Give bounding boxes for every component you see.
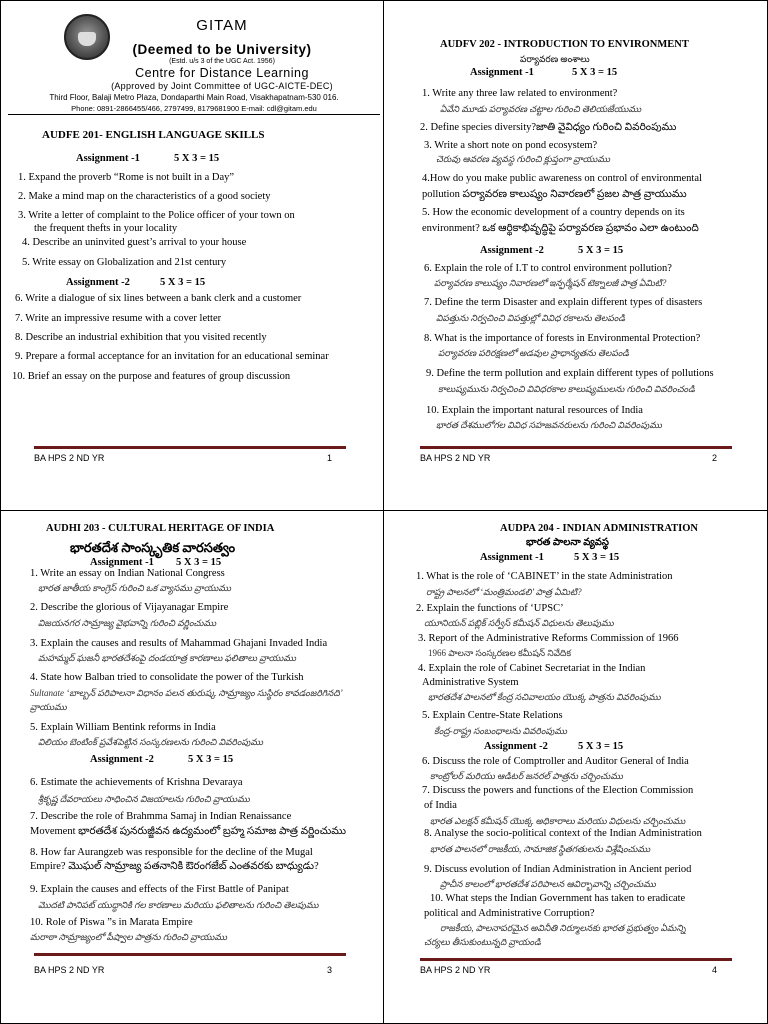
question-7-cont: of India (424, 800, 457, 811)
question-2: 2. Make a mind map on the characteristics of a good society (18, 191, 271, 202)
question-9: 9. Explain the causes and effects of the First Battle of Panipat (30, 884, 289, 895)
question-4-cont: pollution పర్యావరణ కాలుష్యం నివారణలో ప్రజల పాత్ర వ్రాయుము (422, 189, 687, 200)
question-7: 7. Write an impressive resume with a cover letter (15, 313, 222, 324)
question-10-telugu-cont: చర్యలు తీసుకుంటున్నది వ్రాయండి (424, 937, 541, 947)
footer-rule (420, 446, 732, 449)
question-7-telugu: విపత్తును నిర్వచించి విపత్తుల్లో వివిధ రకాలను తెలపండి (436, 313, 626, 323)
footer-class: BA HPS 2 ND YR (420, 965, 491, 975)
assignment-2-marks: 5 X 3 = 15 (578, 741, 624, 752)
course-title-telugu: భారత పాలనా వ్యవస్థ (526, 537, 609, 548)
centre-name: Centre for Distance Learning (135, 66, 309, 80)
question-2: 2. Explain the functions of ‘UPSC’ (416, 603, 564, 614)
page-3 (0, 512, 384, 1024)
footer-class: BA HPS 2 ND YR (34, 453, 105, 463)
question-10-telugu: భారత దేశములోగల వివిధ సహజవనరులను గురించి వివరింపుము (436, 420, 662, 430)
question-10: 10. Role of Piswa ”s in Marata Empire (30, 917, 193, 928)
question-4-telugu: భారతదేశ పాలనలో కేంద్ర సచివాలయం యొక్క పాత్రను వివరింపుము (428, 692, 661, 702)
question-4-cont: Administrative System (422, 677, 519, 688)
page-number: 4 (712, 965, 718, 975)
question-7: 7. Discuss the powers and functions of the Election Commission (422, 785, 694, 796)
course-title: AUDPA 204 - INDIAN ADMINISTRATION (500, 523, 698, 534)
question-5-telugu: కేంద్ర-రాష్ట్ర సంబంధాలను వివరింపుము (434, 726, 568, 736)
footer-class: BA HPS 2 ND YR (34, 965, 105, 975)
assignment-1-marks: 5 X 3 = 15 (176, 557, 222, 568)
question-3-cont: the frequent thefts in your locality (34, 223, 178, 234)
footer-rule (34, 953, 346, 956)
page-number: 1 (327, 453, 333, 463)
assignment-1-label: Assignment -1 (76, 153, 140, 164)
course-title-telugu: భారతదేశ సాంస్కృతిక వారసత్వం (70, 540, 236, 555)
question-5: 5. How the economic development of a country depends on its (422, 207, 685, 218)
question-6: 6. Discuss the role of Comptroller and Auditor General of India (422, 756, 689, 767)
assignment-2-marks: 5 X 3 = 15 (160, 277, 206, 288)
question-4-telugu-cont: వ్రాయుము (30, 702, 67, 712)
question-1: 1. What is the role of ‘CABINET’ in the state Administration (416, 571, 673, 582)
question-10-cont: political and Administrative Corruption? (424, 908, 595, 919)
page-2 (384, 0, 768, 512)
question-9-telugu: కాలుష్యమును నిర్వచించి వివిధరకాల కాలుష్యములను గురించి వివరించండి (438, 384, 695, 394)
page-number: 3 (327, 965, 333, 975)
question-8: 8. What is the importance of forests in Environmental Protection? (424, 333, 701, 344)
question-5-cont: environment? ఒక ఆర్థికాభివృద్ధిపై పర్యావరణ ప్రభావం ఎలా ఉంటుంది (422, 223, 699, 234)
question-8: 8. Describe an industrial exhibition that you visited recently (15, 332, 267, 343)
footer-rule (34, 446, 346, 449)
question-2: 2. Describe the glorious of Vijayanagar Empire (30, 602, 229, 613)
page-1 (0, 0, 384, 512)
assignment-2-label: Assignment -2 (480, 245, 544, 256)
question-3: 3. Write a letter of complaint to the Police officer of your town on (18, 210, 295, 221)
question-8-telugu: భారత పాలనలో రాజకీయ, సామాజిక స్థితగతులను విశ్లేషించుము (430, 844, 651, 854)
assignment-2-marks: 5 X 3 = 15 (578, 245, 624, 256)
question-4: 4.How do you make public awareness on control of environmental (422, 173, 702, 184)
assignment-1-label: Assignment -1 (470, 67, 534, 78)
course-title: AUDFE 201- ENGLISH LANGUAGE SKILLS (42, 129, 265, 141)
question-3-telugu: చెరువు ఆవరణ వ్యవస్థ గురించి క్లుప్తంగా వ్రాయుము (436, 154, 610, 164)
question-3: 3. Write a short note on pond ecosystem? (424, 140, 598, 151)
question-8: 8. How far Aurangzeb was responsible for the decline of the Mugal (30, 847, 313, 858)
question-6-telugu: శ్రీకృష్ణ దేవరాయలు సాధించిన విజయాలను గురించి వ్రాయుము (38, 794, 250, 804)
contact-info: Phone: 0891-2866455/466, 2797499, 8179681900 E-mail: cdl@gitam.edu (71, 104, 317, 113)
header-rule (8, 114, 380, 115)
question-10-telugu: మరాఠా సామ్రాజ్యంలో పీష్వాల పాత్రను గురించి వ్రాయుము (30, 932, 228, 942)
question-4: 4. State how Balban tried to consolidate the power of the Turkish (30, 672, 304, 683)
question-5: 5. Write essay on Globalization and 21st century (22, 257, 227, 268)
approval-note: (Approved by Joint Committee of UGC-AICTE-DEC) (111, 81, 333, 91)
question-1-telugu: రాష్ట్ర పాలనలో ‘మంత్రిమండలి’ పాత్ర ఏమిటి? (426, 587, 582, 597)
question-8: 8. Analyse the socio-political context of the Indian Administration (424, 828, 702, 839)
question-2: 2. Define species diversity?జాతి వైవిధ్యం గురించి వివరింపుము (420, 122, 677, 133)
question-3: 3. Explain the causes and results of Mahammad Ghajani Invaded India (30, 638, 328, 649)
question-2-telugu: యూనియన్ పబ్లిక్ సర్వీస్ కమీషన్ విధులను తెలుపుము (424, 618, 614, 628)
question-6: 6. Estimate the achievements of Krishna Devaraya (30, 777, 243, 788)
question-6-telugu: పర్యావరణ కాలుష్యం నివారణలో ఇన్ఫర్మేషన్ టెక్నాలజీ పాత్ర ఏమిటి? (434, 278, 667, 288)
assignment-1-marks: 5 X 3 = 15 (174, 153, 220, 164)
question-1: 1. Write any three law related to environment? (422, 88, 618, 99)
question-5: 5. Explain William Bentink reforms in India (30, 722, 216, 733)
question-3-telugu: మహమ్మద్ ఘజనీ భారతదేశంపై దండయాత్ర కారణాలు ఫలితాలు వ్రాయుము (38, 653, 296, 663)
deemed-university: (Deemed to be University) (132, 42, 312, 57)
question-8-cont: Empire? మొఘల్ సామ్రాజ్య పతనానికి ఔరంగజేబ్ ఎంతవరకు బాధ్యుడు? (30, 861, 319, 872)
question-9-telugu: ప్రాచీన కాలంలో భారతదేశ పరిపాలన ఆవిర్భావాన్ని చర్చించుము (440, 879, 656, 889)
question-10: 10. Brief an essay on the purpose and features of group discussion (12, 371, 291, 382)
question-7: 7. Define the term Disaster and explain different types of disasters (424, 297, 703, 308)
question-4-cont: Sultanate ‘బాల్బన్ పరిపాలనా విధానం పలన తురుష్క సామ్రాజ్యం సుస్థిరం కావడంజరిగినది’ (30, 688, 343, 698)
question-6: 6. Explain the role of I.T to control environment pollution? (424, 263, 672, 274)
question-1: 1. Expand the proverb “Rome is not built in a Day” (18, 172, 235, 183)
assignment-1-label: Assignment -1 (480, 552, 544, 563)
question-9: 9. Define the term pollution and explain different types of pollutions (426, 368, 714, 379)
question-8-telugu: పర్యావరణ పరిరక్షణలో అడవుల ప్రాధాన్యతను తెలపండి (438, 348, 629, 358)
question-9: 9. Prepare a formal acceptance for an invitation for an educational seminar (15, 351, 329, 362)
org-name: GITAM (196, 17, 248, 34)
question-10: 10. Explain the important natural resources of India (426, 405, 643, 416)
question-3: 3. Report of the Administrative Reforms Commission of 1966 (418, 633, 679, 644)
question-10: 10. What steps the Indian Government has taken to eradicate (430, 893, 686, 904)
question-10-telugu: రాజకీయ, పాలనాపరమైన అవినీతి నిర్మూలనకు భారత ప్రభుత్వం ఏమన్ని (440, 923, 686, 933)
page-4 (384, 512, 768, 1024)
estd-note: (Estd. u/s 3 of the UGC Act. 1956) (169, 58, 275, 65)
course-title: AUDHI 203 - CULTURAL HERITAGE OF INDIA (46, 523, 275, 534)
question-7: 7. Describe the role of Brahmma Samaj in Indian Renaissance (30, 811, 292, 822)
assignment-1-marks: 5 X 3 = 15 (574, 552, 620, 563)
question-9-telugu: మొదటి పానిపట్ యుద్ధానికి గల కారణాలు మరియు ఫలితాలను గురించి తెలపుము (38, 900, 319, 910)
assignment-2-marks: 5 X 3 = 15 (188, 754, 234, 765)
address: Third Floor, Balaji Metro Plaza, Dondaparthi Main Road, Visakhapatnam-530 016. (49, 93, 339, 102)
assignment-2-label: Assignment -2 (66, 277, 130, 288)
question-1: 1. Write an essay on Indian National Congress (30, 568, 225, 579)
question-4: 4. Explain the role of Cabinet Secretariat in the Indian (418, 663, 646, 674)
footer-class: BA HPS 2 ND YR (420, 453, 491, 463)
assignment-1-marks: 5 X 3 = 15 (572, 67, 618, 78)
question-5: 5. Explain Centre-State Relations (422, 710, 563, 721)
page-number: 2 (712, 453, 718, 463)
question-1-telugu: ఏవేని మూడు పర్యావరణ చట్టాల గురించి తెలియజేయుము (440, 104, 642, 114)
course-title: AUDFV 202 - INTRODUCTION TO ENVIRONMENT (440, 39, 689, 50)
course-title-telugu: పర్యావరణ అంశాలు (520, 54, 590, 64)
assignment-2-label: Assignment -2 (90, 754, 154, 765)
question-9: 9. Discuss evolution of Indian Administration in Ancient period (424, 864, 692, 875)
footer-rule (420, 958, 732, 961)
question-6-telugu: కాంట్రోలర్ మరియు ఆడిటర్ జనరల్ పాత్రను చర్చించుము (430, 771, 623, 781)
question-4: 4. Describe an uninvited guest’s arrival to your house (22, 237, 247, 248)
question-1-telugu: భారత జాతీయ కాంగ్రెస్ గురించి ఒక వ్యాసము వ్రాయుము (38, 583, 232, 593)
question-7-telugu: భారత ఎలక్షన్ కమీషన్ యొక్క అధికారాలు మరియు విధులను చర్చించుము (430, 816, 686, 826)
question-5-telugu: విలియం బెంటింక్ ప్రవేశపెట్టిన సంస్కరణలను గురించి వివరింపుము (38, 737, 264, 747)
question-2-telugu: విజయనగర సామ్రాజ్య వైభవాన్ని గురించి వర్ణించుము (38, 618, 217, 628)
question-6: 6. Write a dialogue of six lines between a bank clerk and a customer (15, 293, 302, 304)
assignment-2-label: Assignment -2 (484, 741, 548, 752)
assignment-1-label: Assignment -1 (90, 557, 154, 568)
question-3-telugu: 1966 పాలనా సంస్కరణల కమీషన్ నివేదిక (428, 648, 572, 658)
question-7-cont: Movement భారతదేశ పునరుజ్జీవన ఉద్యమంలో బ్రహ్మ సమాజ పాత్ర వర్ణించుము (30, 826, 346, 837)
